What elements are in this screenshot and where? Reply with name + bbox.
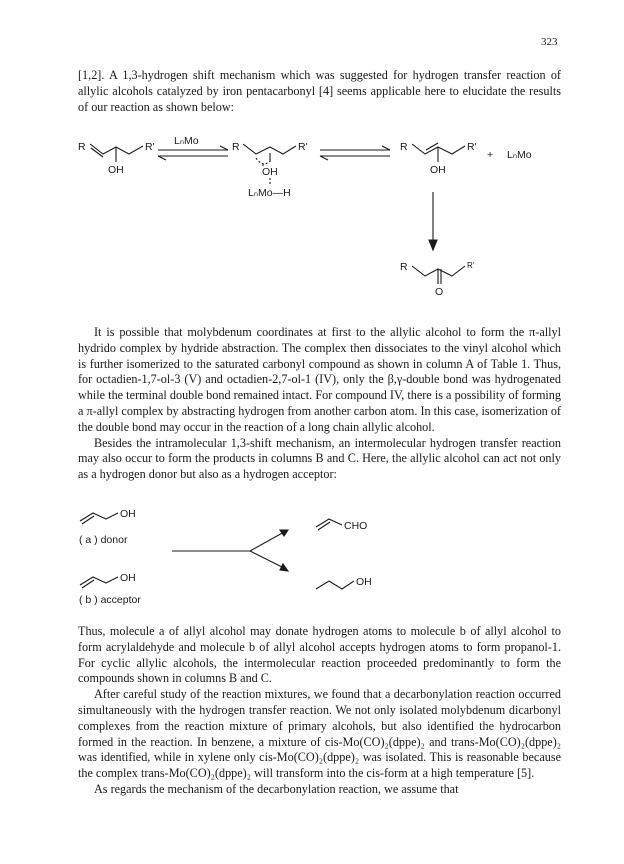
r-prime-label: R' bbox=[467, 141, 477, 153]
reaction-scheme-2 bbox=[0, 505, 624, 625]
paragraph-intro bbox=[78, 68, 561, 115]
r-label: R bbox=[400, 141, 408, 153]
paragraph-text: As regards the mechanism of the decarbonylation reaction, we assume that bbox=[94, 781, 459, 796]
oh-label: OH bbox=[430, 164, 446, 176]
r-label: R bbox=[78, 141, 86, 153]
donor-label: ( a ) donor bbox=[79, 534, 128, 546]
r-prime-label: R' bbox=[298, 141, 308, 153]
cho-label: CHO bbox=[344, 520, 368, 532]
paragraph-text: Besides the intramolecular 1,3-shift mechanism, an intermolecular hydrogen transfer reaction may also occur to form the products in columns B and C. Here, the allylic alcohol can act not only as a hydrogen donor but also as a hydrogen acceptor: bbox=[78, 435, 561, 482]
paragraph-results bbox=[78, 624, 561, 798]
r-prime-label: R' bbox=[145, 141, 155, 153]
r-prime-label: R' bbox=[467, 261, 475, 270]
oh-label: OH bbox=[120, 508, 136, 520]
paragraph-text: It is possible that molybdenum coordinates at first to the allylic alcohol to form the π-allyl hydrido complex by hydride abstraction. The complex then dissociates to the vinyl alcohol which is further isomerized to the saturated carbonyl compound as shown in column A of Table 1. Thus, for octadien-1,7-ol-3 (V) and octadien-2,7-ol-1 (IV), only the β,γ-double bond was hydrogenated while the terminal double bond remained intact. For compound IV, there is a possibility of forming a π-allyl complex by abstracting hydrogen from another carbon atom. In this case, isomerization of the double bond may occur in the reaction of a long chain allylic alcohol. bbox=[78, 325, 561, 434]
paragraph-text: Thus, molecule a of allyl alcohol may donate hydrogen atoms to molecule b of allyl alcohol to form acrylaldehyde and molecule b of allyl alcohol accepts hydrogen atoms to form propanol-1. For cyclic allylic alcohols, the intermolecular reaction proceeded predominantly to form the compounds shown in columns B and C. bbox=[78, 624, 561, 686]
r-label: R bbox=[400, 261, 408, 273]
page-number: 323 bbox=[541, 36, 558, 48]
paragraph-mechanism bbox=[78, 325, 561, 483]
paragraph-text: [1,2]. A 1,3-hydrogen shift mechanism which was suggested for hydrogen transfer reaction of allylic alcohols catalyzed by iron pentacarbonyl [4] seems applicable here to elucidate the results of our reaction as shown below: bbox=[78, 68, 561, 114]
plus-sign: + bbox=[487, 149, 494, 161]
hydride-label: LₙMo—H bbox=[248, 187, 291, 199]
reaction-scheme-1 bbox=[0, 128, 624, 328]
paragraph-text: After careful study of the reaction mixtures, we found that a decarbonylation reaction occurred simultaneously with the hydrogen transfer reaction. We not only isolated molybdenum dicarbonyl complexes from the reaction mixture of primary alcohols, but also identified the hydrocarbon formed in the reaction. In benzene, a mixture of cis-Mo(CO)₂(dppe)₂ and trans-Mo(CO)₂(dppe)₂ was identified, while in xylene only cis-Mo(CO)₂(dppe)₂ was isolated. This is reasonable because the complex trans-Mo(CO)₂(dppe)₂ will transform into the cis-form at a high temperature [5]. bbox=[78, 687, 561, 781]
oh-label: OH bbox=[356, 576, 372, 588]
free-catalyst-label: LₙMo bbox=[507, 149, 532, 161]
acceptor-label: ( b ) acceptor bbox=[79, 594, 141, 606]
catalyst-label: LₙMo bbox=[174, 135, 199, 147]
oh-label: OH bbox=[120, 572, 136, 584]
allyl-chain-2 bbox=[243, 144, 296, 154]
o-label: O bbox=[435, 286, 444, 298]
r-label: R bbox=[232, 141, 240, 153]
oh-label: OH bbox=[262, 166, 278, 178]
oh-label: OH bbox=[108, 164, 124, 176]
